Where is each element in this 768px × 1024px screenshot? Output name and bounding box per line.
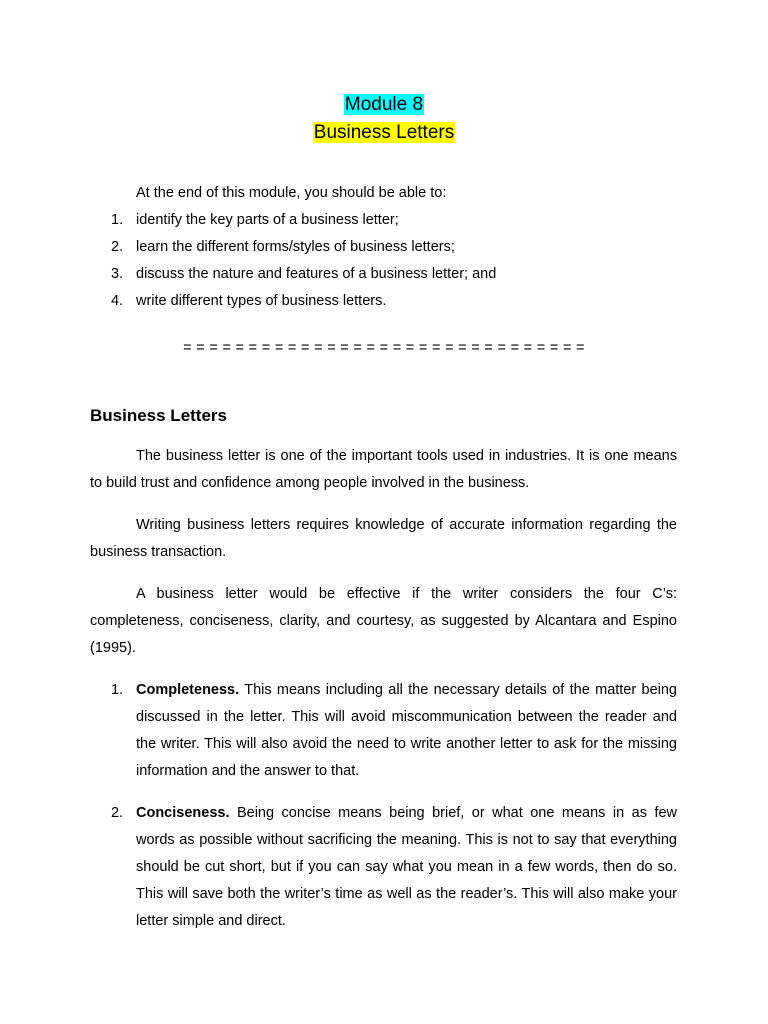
four-cs-item <box>90 800 677 935</box>
item-description: Being concise means being brief, or what one means in as few words as possible without sacrificing the meaning. This is not to say that everything should be cut short, but if you can say what you mean in a few words, then do so. This will save both the writer’s time as well as the reader’s. This will also make your letter simple and direct. <box>136 805 677 929</box>
body-paragraph: Writing business letters requires knowledge of accurate information regarding the business transaction. <box>90 517 677 560</box>
item-term: Conciseness. <box>136 805 230 821</box>
objectives-intro: At the end of this module, you should be able to: <box>136 185 447 201</box>
objective-item <box>90 261 690 288</box>
item-number: 1. <box>111 682 124 698</box>
title-block <box>0 91 768 147</box>
objective-text: discuss the nature and features of a business letter; and <box>136 266 497 282</box>
body-paragraph: The business letter is one of the important tools used in industries. It is one means to build trust and confidence among people involved in the business. <box>90 448 677 491</box>
objective-item <box>90 288 690 315</box>
objective-number: 3. <box>111 266 124 282</box>
objective-item <box>90 207 690 234</box>
objective-number: 4. <box>111 293 124 309</box>
objective-number: 2. <box>111 239 124 255</box>
four-cs-list <box>90 677 677 785</box>
objective-text: identify the key parts of a business letter; <box>136 212 399 228</box>
body-paragraph: A business letter would be effective if the writer considers the four C’s: completeness, conciseness, clarity, and courtesy, as suggested by Alcantara and Espino (1995). <box>90 586 677 656</box>
objective-text: write different types of business letters. <box>136 293 387 309</box>
objectives-list <box>90 207 690 315</box>
four-cs-list <box>90 800 677 935</box>
objective-number: 1. <box>111 212 124 228</box>
objective-text: learn the different forms/styles of business letters; <box>136 239 455 255</box>
module-title: Business Letters <box>313 122 455 143</box>
item-number: 2. <box>111 805 124 821</box>
module-number: Module 8 <box>344 94 424 115</box>
item-description: This means including all the necessary details of the matter being discussed in the letter. This will avoid miscommunication between the reader and the writer. This will also avoid the need to write another letter to ask for the missing information and the answer to that. <box>136 682 677 779</box>
objective-item <box>90 234 690 261</box>
section-divider: = = = = = = = = = = = = = = = = = = = = = = = = = = = = = = = <box>183 340 585 356</box>
four-cs-item <box>90 677 677 785</box>
section-heading: Business Letters <box>90 406 227 425</box>
item-term: Completeness. <box>136 682 240 698</box>
